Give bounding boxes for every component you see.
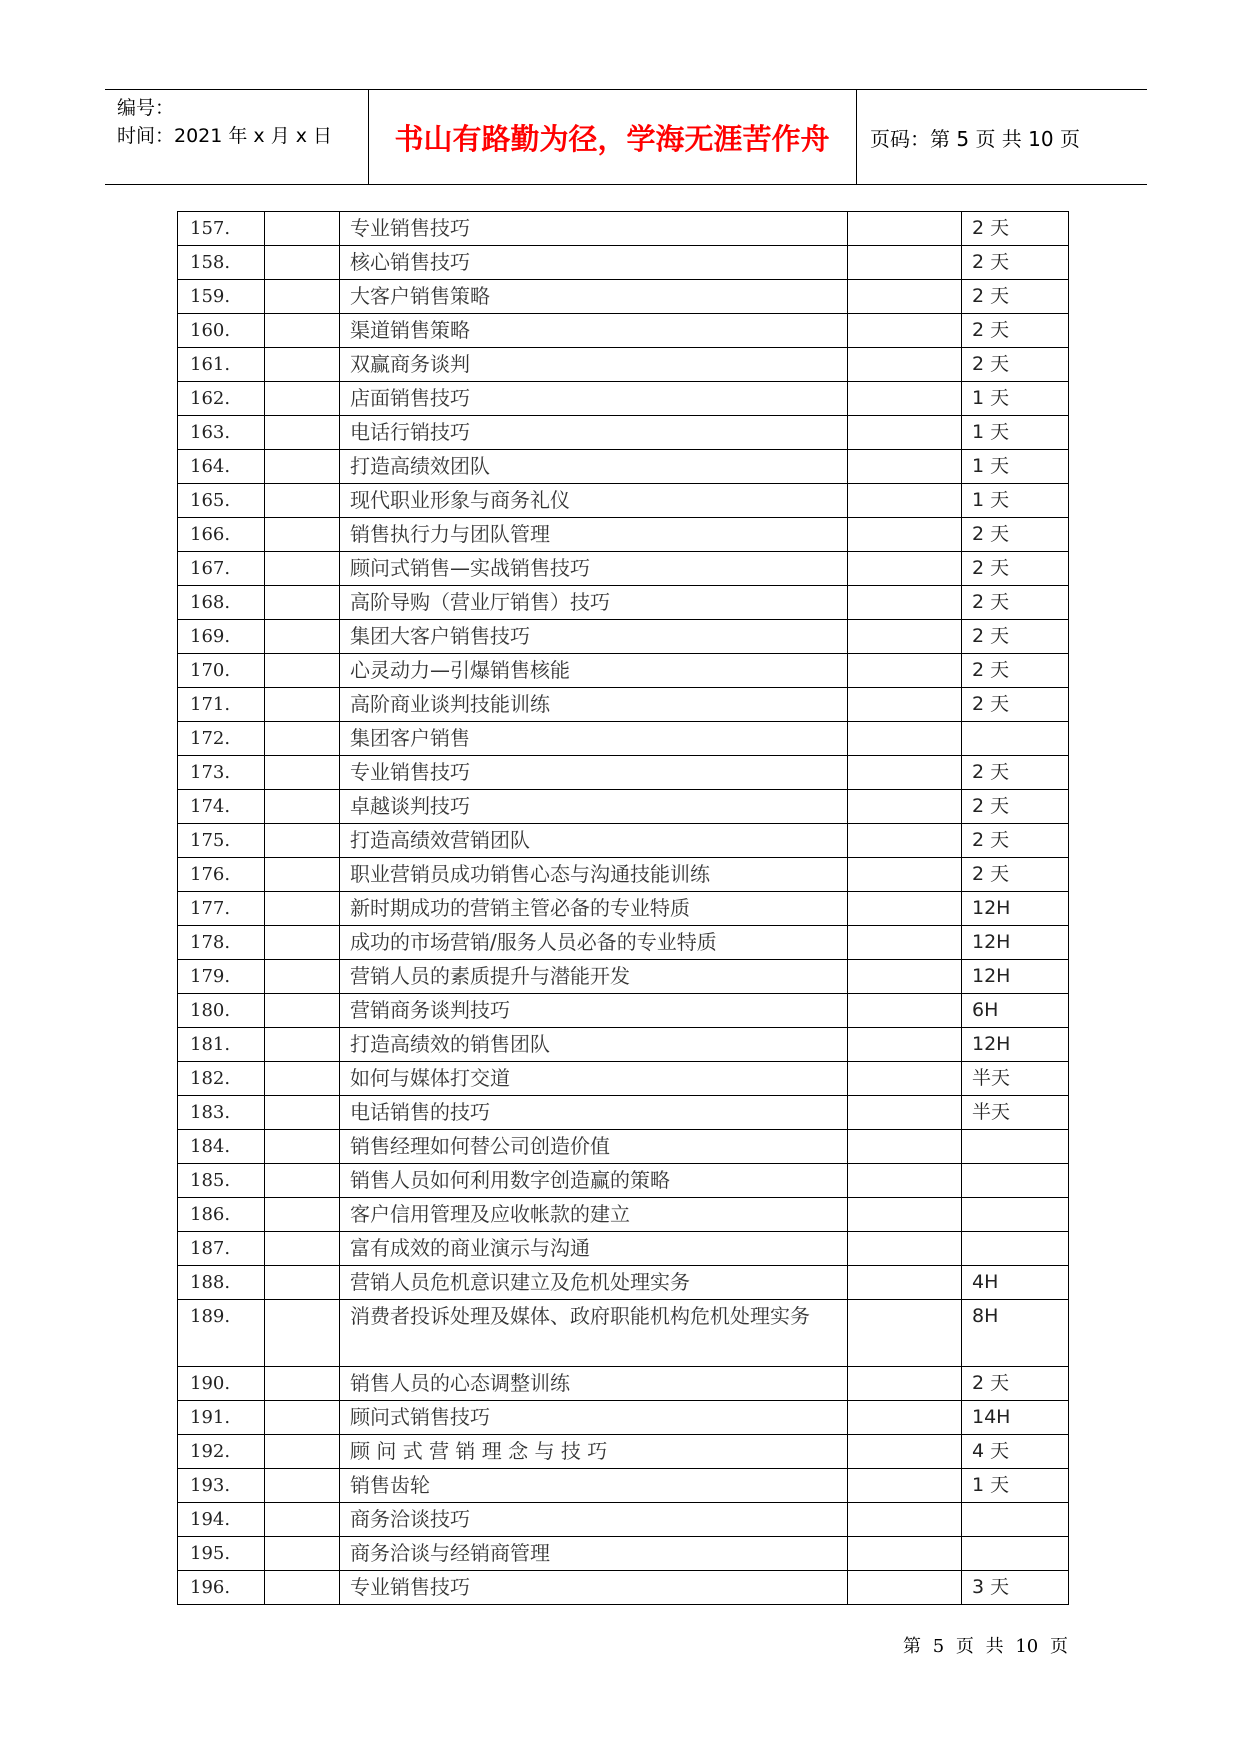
- row-number-cell: 166.: [178, 518, 265, 552]
- remark-cell: [848, 450, 962, 484]
- row-number-cell: 167.: [178, 552, 265, 586]
- category-cell: [265, 1096, 340, 1130]
- duration-cell: 4 天: [962, 1435, 1069, 1469]
- course-name-cell: 渠道销售策略: [340, 314, 848, 348]
- remark-cell: [848, 1130, 962, 1164]
- category-cell: [265, 212, 340, 246]
- course-name-cell: 营销人员危机意识建立及危机处理实务: [340, 1266, 848, 1300]
- duration-cell: [962, 1130, 1069, 1164]
- category-cell: [265, 994, 340, 1028]
- remark-cell: [848, 1198, 962, 1232]
- duration-cell: 2 天: [962, 586, 1069, 620]
- row-number-cell: 175.: [178, 824, 265, 858]
- table-row: [178, 960, 1069, 994]
- remark-cell: [848, 382, 962, 416]
- remark-cell: [848, 1537, 962, 1571]
- row-number-cell: 158.: [178, 246, 265, 280]
- duration-cell: 1 天: [962, 1469, 1069, 1503]
- duration-cell: 12H: [962, 926, 1069, 960]
- category-cell: [265, 450, 340, 484]
- category-cell: [265, 1232, 340, 1266]
- row-number-cell: 181.: [178, 1028, 265, 1062]
- duration-cell: 2 天: [962, 212, 1069, 246]
- table-row: [178, 1232, 1069, 1266]
- table-row: [178, 450, 1069, 484]
- row-number-cell: 191.: [178, 1401, 265, 1435]
- row-number-cell: 186.: [178, 1198, 265, 1232]
- table-row: [178, 1096, 1069, 1130]
- row-number-cell: 157.: [178, 212, 265, 246]
- course-name-cell: 客户信用管理及应收帐款的建立: [340, 1198, 848, 1232]
- course-name-cell: 商务洽谈与经销商管理: [340, 1537, 848, 1571]
- table-row: [178, 552, 1069, 586]
- remark-cell: [848, 1300, 962, 1367]
- remark-cell: [848, 1367, 962, 1401]
- duration-cell: [962, 1164, 1069, 1198]
- row-number-cell: 163.: [178, 416, 265, 450]
- course-name-cell: 打造高绩效营销团队: [340, 824, 848, 858]
- header-motto: 书山有路勤为径，学海无涯苦作舟: [394, 121, 830, 156]
- category-cell: [265, 620, 340, 654]
- table-row: [178, 1435, 1069, 1469]
- course-name-cell: 成功的市场营销/服务人员必备的专业特质: [340, 926, 848, 960]
- category-cell: [265, 1571, 340, 1605]
- duration-cell: 2 天: [962, 348, 1069, 382]
- table-row: [178, 1503, 1069, 1537]
- row-number-cell: 179.: [178, 960, 265, 994]
- duration-cell: 2 天: [962, 314, 1069, 348]
- table-row: [178, 824, 1069, 858]
- duration-cell: 14H: [962, 1401, 1069, 1435]
- remark-cell: [848, 1435, 962, 1469]
- remark-cell: [848, 552, 962, 586]
- remark-cell: [848, 756, 962, 790]
- duration-cell: 2 天: [962, 246, 1069, 280]
- remark-cell: [848, 824, 962, 858]
- page-footer: 第 5 页 共 10 页: [903, 1636, 1068, 1657]
- category-cell: [265, 1503, 340, 1537]
- course-name-cell: 顾问式销售技巧: [340, 1401, 848, 1435]
- course-name-cell: 集团客户销售: [340, 722, 848, 756]
- duration-cell: 1 天: [962, 382, 1069, 416]
- remark-cell: [848, 348, 962, 382]
- remark-cell: [848, 1164, 962, 1198]
- course-name-cell: 心灵动力—引爆销售核能: [340, 654, 848, 688]
- table-row: [178, 722, 1069, 756]
- document-time: 时间：2021 年 x 月 x 日: [117, 125, 333, 147]
- table-row: [178, 348, 1069, 382]
- row-number-cell: 188.: [178, 1266, 265, 1300]
- category-cell: [265, 1435, 340, 1469]
- duration-cell: [962, 1537, 1069, 1571]
- remark-cell: [848, 280, 962, 314]
- row-number-cell: 177.: [178, 892, 265, 926]
- remark-cell: [848, 688, 962, 722]
- course-name-cell: 店面销售技巧: [340, 382, 848, 416]
- table-row: [178, 280, 1069, 314]
- row-number-cell: 196.: [178, 1571, 265, 1605]
- remark-cell: [848, 484, 962, 518]
- header-meta: [117, 94, 362, 150]
- remark-cell: [848, 586, 962, 620]
- category-cell: [265, 348, 340, 382]
- duration-cell: 2 天: [962, 552, 1069, 586]
- table-row: [178, 1469, 1069, 1503]
- table-row: [178, 416, 1069, 450]
- row-number-cell: 173.: [178, 756, 265, 790]
- course-name-cell: 销售齿轮: [340, 1469, 848, 1503]
- remark-cell: [848, 518, 962, 552]
- category-cell: [265, 246, 340, 280]
- category-cell: [265, 552, 340, 586]
- course-name-cell: 销售执行力与团队管理: [340, 518, 848, 552]
- row-number-cell: 170.: [178, 654, 265, 688]
- course-table-body: [178, 212, 1069, 1605]
- table-row: [178, 518, 1069, 552]
- course-name-cell: 销售经理如何替公司创造价值: [340, 1130, 848, 1164]
- row-number-cell: 174.: [178, 790, 265, 824]
- remark-cell: [848, 994, 962, 1028]
- table-row: [178, 484, 1069, 518]
- duration-cell: 2 天: [962, 518, 1069, 552]
- remark-cell: [848, 314, 962, 348]
- duration-cell: 2 天: [962, 790, 1069, 824]
- row-number-cell: 176.: [178, 858, 265, 892]
- duration-cell: 12H: [962, 892, 1069, 926]
- document-number-label: 编号：: [117, 97, 175, 119]
- table-row: [178, 586, 1069, 620]
- category-cell: [265, 1469, 340, 1503]
- table-row: [178, 382, 1069, 416]
- remark-cell: [848, 1096, 962, 1130]
- course-name-cell: 营销商务谈判技巧: [340, 994, 848, 1028]
- duration-cell: [962, 722, 1069, 756]
- course-name-cell: 电话销售的技巧: [340, 1096, 848, 1130]
- category-cell: [265, 314, 340, 348]
- duration-cell: 2 天: [962, 280, 1069, 314]
- table-row: [178, 892, 1069, 926]
- duration-cell: 1 天: [962, 450, 1069, 484]
- row-number-cell: 159.: [178, 280, 265, 314]
- remark-cell: [848, 858, 962, 892]
- table-row: [178, 1401, 1069, 1435]
- remark-cell: [848, 1571, 962, 1605]
- category-cell: [265, 1062, 340, 1096]
- course-name-cell: 专业销售技巧: [340, 212, 848, 246]
- row-number-cell: 178.: [178, 926, 265, 960]
- duration-cell: 2 天: [962, 688, 1069, 722]
- page-header: [105, 89, 1147, 185]
- row-number-cell: 160.: [178, 314, 265, 348]
- course-name-cell: 专业销售技巧: [340, 756, 848, 790]
- remark-cell: [848, 960, 962, 994]
- table-row: [178, 994, 1069, 1028]
- category-cell: [265, 688, 340, 722]
- row-number-cell: 165.: [178, 484, 265, 518]
- duration-cell: 半天: [962, 1062, 1069, 1096]
- duration-cell: 半天: [962, 1096, 1069, 1130]
- duration-cell: 2 天: [962, 654, 1069, 688]
- table-row: [178, 1198, 1069, 1232]
- remark-cell: [848, 654, 962, 688]
- course-name-cell: 职业营销员成功销售心态与沟通技能训练: [340, 858, 848, 892]
- duration-cell: 2 天: [962, 858, 1069, 892]
- duration-cell: 6H: [962, 994, 1069, 1028]
- duration-cell: 4H: [962, 1266, 1069, 1300]
- duration-cell: [962, 1503, 1069, 1537]
- table-row: [178, 926, 1069, 960]
- remark-cell: [848, 1028, 962, 1062]
- remark-cell: [848, 1469, 962, 1503]
- course-name-cell: 顾 问 式 营 销 理 念 与 技 巧: [340, 1435, 848, 1469]
- remark-cell: [848, 1266, 962, 1300]
- row-number-cell: 161.: [178, 348, 265, 382]
- table-row: [178, 246, 1069, 280]
- course-name-cell: 销售人员的心态调整训练: [340, 1367, 848, 1401]
- course-name-cell: 专业销售技巧: [340, 1571, 848, 1605]
- row-number-cell: 192.: [178, 1435, 265, 1469]
- remark-cell: [848, 1062, 962, 1096]
- remark-cell: [848, 790, 962, 824]
- table-row: [178, 790, 1069, 824]
- category-cell: [265, 1537, 340, 1571]
- duration-cell: 2 天: [962, 1367, 1069, 1401]
- course-name-cell: 高阶商业谈判技能训练: [340, 688, 848, 722]
- course-name-cell: 打造高绩效的销售团队: [340, 1028, 848, 1062]
- course-name-cell: 双赢商务谈判: [340, 348, 848, 382]
- category-cell: [265, 518, 340, 552]
- course-name-cell: 销售人员如何利用数字创造赢的策略: [340, 1164, 848, 1198]
- category-cell: [265, 280, 340, 314]
- remark-cell: [848, 722, 962, 756]
- header-divider: [856, 90, 857, 184]
- course-name-cell: 卓越谈判技巧: [340, 790, 848, 824]
- remark-cell: [848, 926, 962, 960]
- table-row: [178, 1130, 1069, 1164]
- category-cell: [265, 1367, 340, 1401]
- duration-cell: [962, 1198, 1069, 1232]
- category-cell: [265, 1401, 340, 1435]
- category-cell: [265, 824, 340, 858]
- duration-cell: 12H: [962, 1028, 1069, 1062]
- table-row: [178, 212, 1069, 246]
- table-row: [178, 756, 1069, 790]
- table-row: [178, 620, 1069, 654]
- row-number-cell: 193.: [178, 1469, 265, 1503]
- course-name-cell: 电话行销技巧: [340, 416, 848, 450]
- table-row: [178, 1028, 1069, 1062]
- category-cell: [265, 416, 340, 450]
- remark-cell: [848, 1232, 962, 1266]
- duration-cell: 2 天: [962, 756, 1069, 790]
- duration-cell: 2 天: [962, 824, 1069, 858]
- category-cell: [265, 654, 340, 688]
- row-number-cell: 180.: [178, 994, 265, 1028]
- category-cell: [265, 1266, 340, 1300]
- course-name-cell: 现代职业形象与商务礼仪: [340, 484, 848, 518]
- course-name-cell: 商务洽谈技巧: [340, 1503, 848, 1537]
- course-name-cell: 集团大客户销售技巧: [340, 620, 848, 654]
- row-number-cell: 162.: [178, 382, 265, 416]
- course-name-cell: 营销人员的素质提升与潜能开发: [340, 960, 848, 994]
- remark-cell: [848, 246, 962, 280]
- table-row: [178, 858, 1069, 892]
- table-row: [178, 1300, 1069, 1367]
- duration-cell: 8H: [962, 1300, 1069, 1367]
- table-row: [178, 1537, 1069, 1571]
- category-cell: [265, 858, 340, 892]
- row-number-cell: 194.: [178, 1503, 265, 1537]
- category-cell: [265, 382, 340, 416]
- table-row: [178, 1266, 1069, 1300]
- course-table: [177, 211, 1069, 1605]
- row-number-cell: 169.: [178, 620, 265, 654]
- category-cell: [265, 484, 340, 518]
- table-row: [178, 1164, 1069, 1198]
- row-number-cell: 184.: [178, 1130, 265, 1164]
- duration-cell: 12H: [962, 960, 1069, 994]
- course-name-cell: 消费者投诉处理及媒体、政府职能机构危机处理实务: [340, 1300, 848, 1367]
- category-cell: [265, 1300, 340, 1367]
- category-cell: [265, 892, 340, 926]
- course-name-cell: 新时期成功的营销主管必备的专业特质: [340, 892, 848, 926]
- category-cell: [265, 1198, 340, 1232]
- row-number-cell: 187.: [178, 1232, 265, 1266]
- table-row: [178, 654, 1069, 688]
- table-row: [178, 688, 1069, 722]
- row-number-cell: 182.: [178, 1062, 265, 1096]
- course-name-cell: 顾问式销售—实战销售技巧: [340, 552, 848, 586]
- category-cell: [265, 926, 340, 960]
- table-row: [178, 1062, 1069, 1096]
- table-row: [178, 1571, 1069, 1605]
- table-row: [178, 1367, 1069, 1401]
- remark-cell: [848, 892, 962, 926]
- category-cell: [265, 722, 340, 756]
- duration-cell: 2 天: [962, 620, 1069, 654]
- duration-cell: 1 天: [962, 484, 1069, 518]
- duration-cell: 3 天: [962, 1571, 1069, 1605]
- row-number-cell: 164.: [178, 450, 265, 484]
- row-number-cell: 172.: [178, 722, 265, 756]
- category-cell: [265, 1164, 340, 1198]
- duration-cell: 1 天: [962, 416, 1069, 450]
- course-name-cell: 核心销售技巧: [340, 246, 848, 280]
- remark-cell: [848, 212, 962, 246]
- remark-cell: [848, 620, 962, 654]
- course-name-cell: 富有成效的商业演示与沟通: [340, 1232, 848, 1266]
- remark-cell: [848, 416, 962, 450]
- course-name-cell: 大客户销售策略: [340, 280, 848, 314]
- row-number-cell: 190.: [178, 1367, 265, 1401]
- course-name-cell: 高阶导购（营业厅销售）技巧: [340, 586, 848, 620]
- row-number-cell: 185.: [178, 1164, 265, 1198]
- category-cell: [265, 1028, 340, 1062]
- header-page-info: 页码：第 5 页 共 10 页: [870, 126, 1080, 151]
- category-cell: [265, 790, 340, 824]
- table-row: [178, 314, 1069, 348]
- duration-cell: [962, 1232, 1069, 1266]
- row-number-cell: 189.: [178, 1300, 265, 1367]
- course-name-cell: 打造高绩效团队: [340, 450, 848, 484]
- remark-cell: [848, 1503, 962, 1537]
- row-number-cell: 183.: [178, 1096, 265, 1130]
- category-cell: [265, 756, 340, 790]
- category-cell: [265, 1130, 340, 1164]
- category-cell: [265, 586, 340, 620]
- row-number-cell: 195.: [178, 1537, 265, 1571]
- category-cell: [265, 960, 340, 994]
- row-number-cell: 171.: [178, 688, 265, 722]
- course-name-cell: 如何与媒体打交道: [340, 1062, 848, 1096]
- row-number-cell: 168.: [178, 586, 265, 620]
- remark-cell: [848, 1401, 962, 1435]
